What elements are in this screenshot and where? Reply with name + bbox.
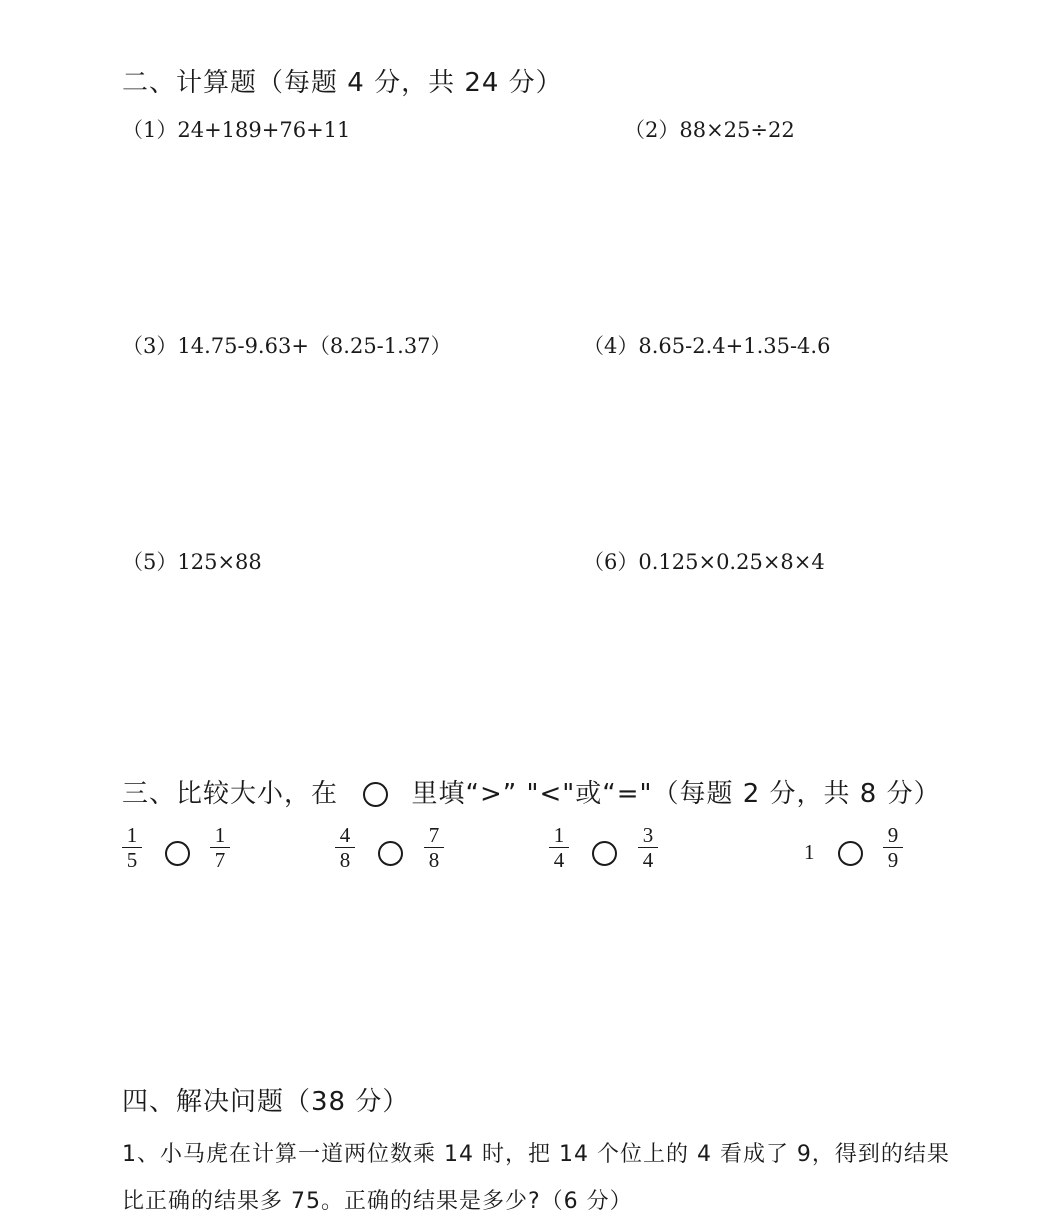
section-4-title: 四、解决问题（38 分） <box>122 1087 410 1117</box>
denominator: 5 <box>126 848 138 872</box>
calc-problem-1: （1）24+189+76+11 <box>122 118 351 142</box>
problem-1-line-1: 1、小马虎在计算一道两位数乘 14 时，把 14 个位上的 4 看成了 9，得到的结果 <box>122 1142 950 1167</box>
whole-number-4: 1 <box>804 840 815 864</box>
calc-problem-2: （2）88×25÷22 <box>624 118 795 142</box>
answer-circle-4[interactable] <box>838 841 863 866</box>
answer-circle-2[interactable] <box>378 841 403 866</box>
problem-1-line-2: 比正确的结果多 75。正确的结果是多少?（6 分） <box>122 1189 633 1214</box>
numerator: 1 <box>214 823 226 847</box>
blank-circle-icon <box>363 782 388 807</box>
section-3-title <box>122 773 941 810</box>
section-2-title: 二、计算题（每题 4 分，共 24 分） <box>122 68 563 98</box>
calc-problem-3: （3）14.75-9.63+（8.25-1.37） <box>122 334 452 358</box>
denominator: 8 <box>339 848 351 872</box>
fraction-left-2 <box>333 824 357 871</box>
section-3-title-start: 三、比较大小，在 <box>122 779 339 809</box>
calc-problem-5: （5）125×88 <box>122 550 262 574</box>
answer-circle-3[interactable] <box>592 841 617 866</box>
calc-problem-6: （6）0.125×0.25×8×4 <box>583 550 825 574</box>
denominator: 4 <box>642 848 654 872</box>
denominator: 7 <box>214 848 226 872</box>
calc-problem-4: （4）8.65-2.4+1.35-4.6 <box>583 334 831 358</box>
numerator: 1 <box>553 823 565 847</box>
section-3-title-end: 里填“>” "<"或“="（每题 2 分，共 8 分） <box>411 779 941 809</box>
denominator: 9 <box>887 848 899 872</box>
fraction-left-1 <box>120 824 144 871</box>
denominator: 8 <box>428 848 440 872</box>
numerator: 1 <box>126 823 138 847</box>
answer-circle-1[interactable] <box>165 841 190 866</box>
fraction-right-1 <box>208 824 232 871</box>
fraction-right-3 <box>636 824 660 871</box>
fraction-left-3 <box>547 824 571 871</box>
numerator: 7 <box>428 823 440 847</box>
numerator: 4 <box>339 823 351 847</box>
numerator: 3 <box>642 823 654 847</box>
numerator: 9 <box>887 823 899 847</box>
denominator: 4 <box>553 848 565 872</box>
fraction-right-4 <box>881 824 905 871</box>
fraction-right-2 <box>422 824 446 871</box>
